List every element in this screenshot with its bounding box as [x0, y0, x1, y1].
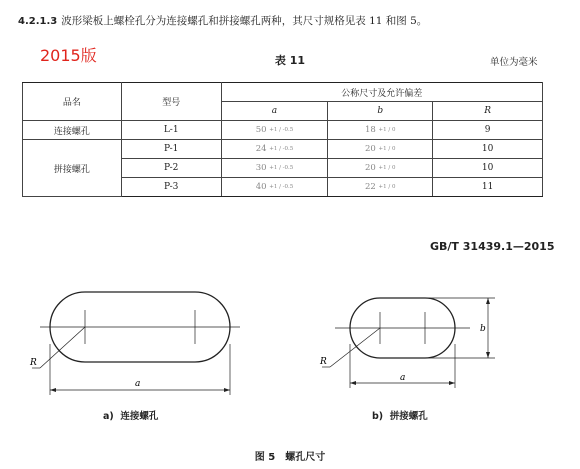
table-unit: 单位为毫米 [490, 57, 538, 68]
spec-table [22, 82, 543, 197]
header-b: b [328, 102, 433, 121]
cell-a: 40 +1 / -0.5 [221, 178, 328, 197]
version-badge: 2015版 [40, 46, 97, 65]
header-group: 公称尺寸及允许偏差 [221, 83, 542, 102]
cell-r: 9 [433, 121, 543, 140]
header-r: R [433, 102, 543, 121]
cell-b: 18 +1 / 0 [328, 121, 433, 140]
standard-number: GB/T 31439.1—2015 [430, 240, 555, 253]
table-title: 表 11 [274, 54, 306, 67]
cell-name: 拼接螺孔 [23, 140, 122, 197]
cell-model: P-2 [121, 159, 221, 178]
table-row [23, 121, 543, 140]
header-a: a [221, 102, 328, 121]
cell-b: 22 +1 / 0 [328, 178, 433, 197]
cell-a: 24 +1 / -0.5 [221, 140, 328, 159]
splice-radius-label: R [320, 357, 327, 367]
caption-splice: b) 拼接螺孔 [372, 411, 428, 422]
clause-number: 4.2.1.3 [18, 16, 58, 27]
cell-r: 10 [433, 159, 543, 178]
caption-connecting: a) 连接螺孔 [103, 411, 159, 422]
connecting-radius-label: R [30, 358, 37, 368]
header-name: 品名 [23, 83, 122, 121]
cell-r: 11 [433, 178, 543, 197]
splice-dim-b: b [480, 324, 486, 334]
cell-model: L-1 [121, 121, 221, 140]
cell-model: P-1 [121, 140, 221, 159]
figure-title: 图 5 螺孔尺寸 [254, 452, 326, 463]
header-model: 型号 [121, 83, 221, 121]
splice-dim-a: a [400, 373, 406, 383]
cell-a: 30 +1 / -0.5 [221, 159, 328, 178]
hole-drawings [0, 270, 580, 420]
cell-b: 20 +1 / 0 [328, 140, 433, 159]
cell-a: 50 +1 / -0.5 [221, 121, 328, 140]
connecting-dim-a: a [135, 379, 141, 389]
cell-name: 连接螺孔 [23, 121, 122, 140]
splice-hole-drawing [322, 298, 495, 388]
cell-b: 20 +1 / 0 [328, 159, 433, 178]
table-row [23, 140, 543, 159]
cell-r: 10 [433, 140, 543, 159]
cell-model: P-3 [121, 178, 221, 197]
clause-text: 波形梁板上螺栓孔分为连接螺孔和拼接螺孔两种，其尺寸规格见表 11 和图 5。 [61, 15, 428, 27]
clause-paragraph [18, 13, 427, 28]
table-header-row [23, 83, 543, 102]
